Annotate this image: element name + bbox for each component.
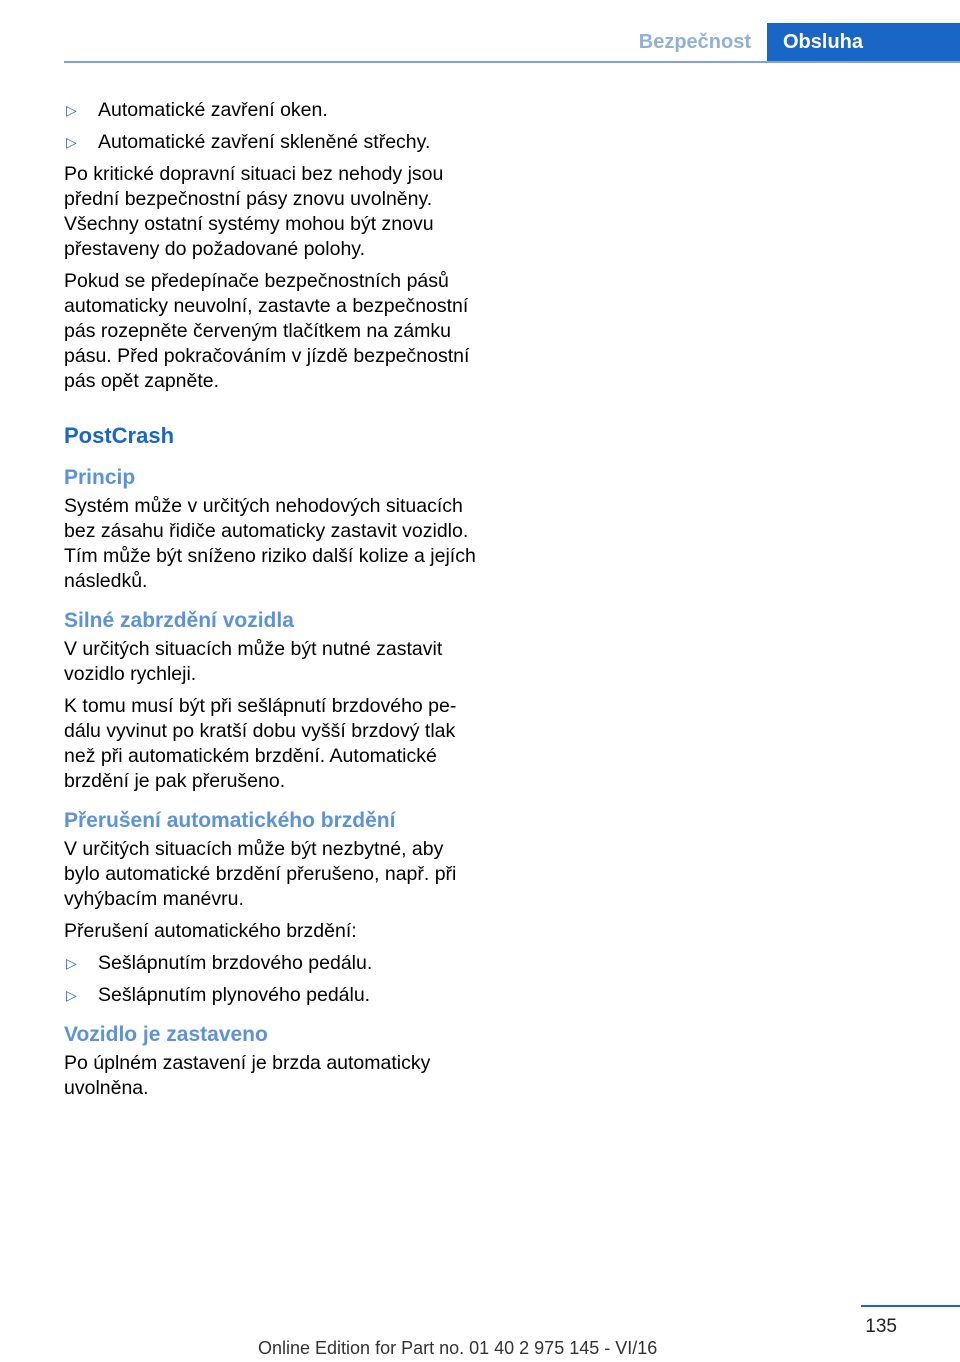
triangle-bullet-icon: ▷	[66, 134, 77, 150]
paragraph: V určitých situacích může být nezbytné, aby bylo automatické brzdění přerušeno, např. při vyhýbacím manévru.	[64, 838, 457, 910]
list-item	[64, 983, 484, 1008]
section-heading: PostCrash	[64, 423, 175, 448]
page-content	[64, 98, 484, 1108]
list-item-text: Sešlápnutím brzdového pedálu.	[98, 952, 373, 974]
list-item	[64, 130, 484, 155]
paragraph: Přerušení automatického brzdění:	[64, 920, 357, 942]
bullet-list-interrupt	[64, 951, 484, 1008]
list-item-text: Automatické zavření oken.	[98, 99, 328, 121]
triangle-bullet-icon: ▷	[66, 987, 77, 1003]
page-number: 135	[865, 1316, 897, 1337]
bullet-list-windows	[64, 98, 484, 155]
paragraph: Pokud se předepínače bezpečnostních pásů automaticky neuvolní, zastavte a bezpečnostní pás rozepněte červeným tlačítkem na zámku pásu. Před pokračováním v jízdě bezpečnostní pás opět zapněte.	[64, 270, 470, 392]
subsection-heading: Silné zabrzdění vozidla	[64, 609, 294, 632]
paragraph: V určitých situacích může být nutné zastavit vozidlo rychleji.	[64, 638, 443, 685]
paragraph: Po úplném zastavení je brzda automaticky uvolněna.	[64, 1052, 431, 1099]
list-item	[64, 98, 484, 123]
list-item-text: Sešlápnutím plynového pedálu.	[98, 984, 371, 1006]
subsection-heading: Vozidlo je zastaveno	[64, 1023, 268, 1046]
paragraph: K tomu musí být při sešlápnutí brzdového pe‐dálu vyvinut po kratší dobu vyšší brzdový tlak než při automatickém brzdění. Automatické brzdění je pak přerušeno.	[64, 695, 457, 792]
chapter-label: Obsluha	[767, 23, 960, 61]
section-label: Bezpečnost	[638, 30, 751, 53]
paragraph: Po kritické dopravní situaci bez nehody jsou přední bezpečnostní pásy znovu uvolněny. Všechny ostatní systémy mohou být znovu přestaveny do požadované polohy.	[64, 163, 444, 260]
subsection-heading: Princip	[64, 466, 136, 489]
footer-divider	[861, 1305, 960, 1307]
page-header	[623, 23, 960, 61]
list-item-text: Automatické zavření skleněné střechy.	[98, 131, 431, 153]
triangle-bullet-icon: ▷	[66, 955, 77, 971]
list-item	[64, 951, 484, 976]
subsection-heading: Přerušení automatického brzdění	[64, 809, 396, 832]
triangle-bullet-icon: ▷	[66, 102, 77, 118]
header-divider	[64, 61, 960, 63]
edition-note: Online Edition for Part no. 01 40 2 975 145 - VI/16	[258, 1338, 658, 1358]
paragraph: Systém může v určitých nehodových situacích bez zásahu řidiče automaticky zastavit vozidlo. Tím může být sníženo riziko další kolize a jejích následků.	[64, 495, 476, 592]
